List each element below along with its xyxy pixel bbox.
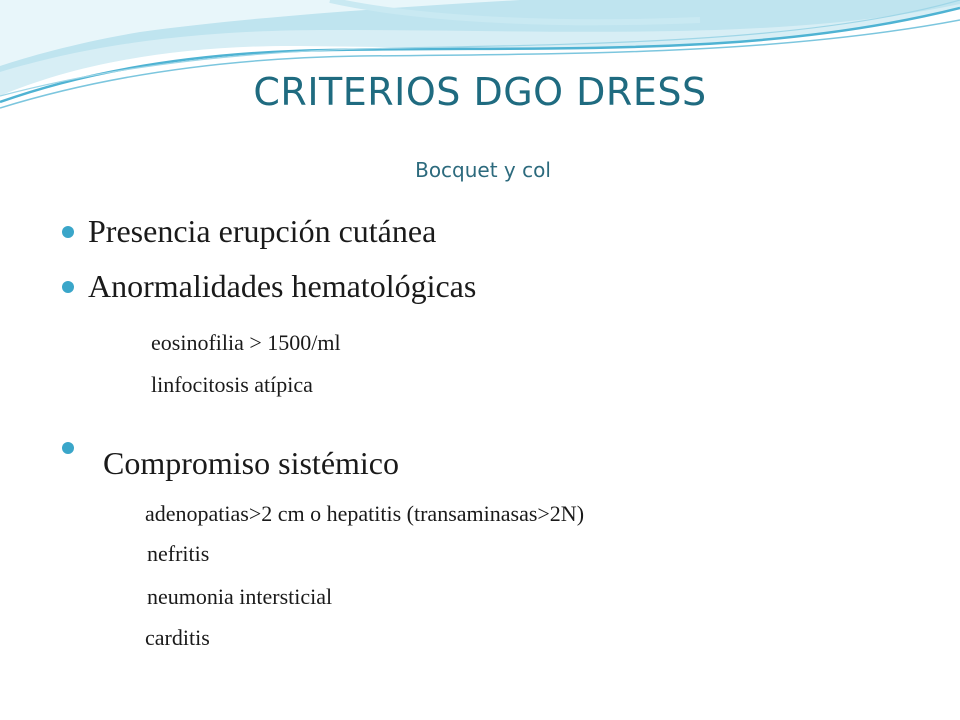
slide-subtitle: Bocquet y col [415,158,551,182]
bullet-presencia-erupcion: Presencia erupción cutánea [88,213,437,249]
sub-item-nefritis: nefritis [147,541,210,566]
bullet-marker-3 [62,442,74,454]
bullet-anormalidades-hematologicas: Anormalidades hematológicas [88,268,477,304]
sub-item-adenopatias: adenopatias>2 cm o hepatitis (transaminasas>2N) [145,501,585,526]
sub-item-eosinofilia: eosinofilia > 1500/ml [151,330,341,355]
slide-title: CRITERIOS DGO DRESS [253,70,707,114]
sub-item-carditis: carditis [145,625,210,650]
bullet-compromiso-sistemico: Compromiso sistémico [103,445,399,481]
bullet-marker-1 [62,226,74,238]
bullet-marker-2 [62,281,74,293]
sub-item-linfocitosis: linfocitosis atípica [151,372,313,397]
sub-item-neumonia: neumonia intersticial [147,584,333,609]
